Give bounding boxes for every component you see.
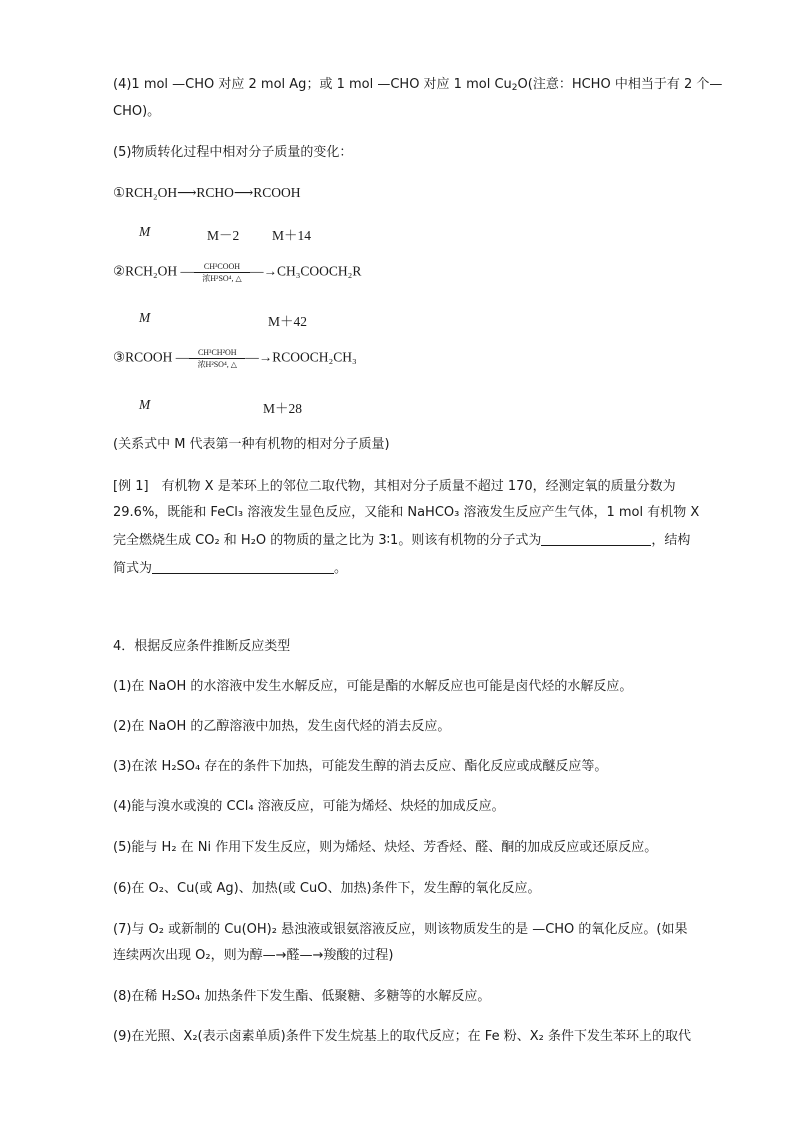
reaction-1: ①RCH₂OH⟶RCHO⟶RCOOH	[113, 185, 301, 200]
p5-heading: (5)物质转化过程中相对分子质量的变化：	[113, 145, 353, 160]
reaction-2-cond-top: CH³COOH	[203, 262, 241, 271]
reaction-2	[113, 262, 361, 283]
molecular-formula-blank[interactable]	[541, 531, 651, 546]
reaction-3-cond-top: CH³CH²OH	[197, 348, 237, 357]
section4-item7-line2: 连续两次出现 O₂，则为醇—→醛—→羧酸的过程)	[113, 948, 394, 963]
section4-item8: (8)在稀 H₂SO₄ 加热条件下发生酯、低聚糖、多糖等的水解反应。	[113, 989, 491, 1004]
section4-item7-line1: (7)与 O₂ 或新制的 Cu(OH)₂ 悬浊液或银氨溶液反应，则该物质发生的是 —CHO 的氧化反应。(如果	[113, 922, 688, 937]
reaction-3-start: ③RCOOH —	[113, 349, 190, 365]
reaction-3-end: —→RCOOCH₂CH₃	[245, 349, 357, 365]
section4-item5: (5)能与 H₂ 在 Ni 作用下发生反应，则为烯烃、炔烃、芳香烃、醛、酮的加成反应或还原反应。	[113, 840, 658, 855]
p5-note: (关系式中 M 代表第一种有机物的相对分子质量)	[113, 437, 390, 452]
section4-item6: (6)在 O₂、Cu(或 Ag)、加热(或 CuO、加热)条件下，发生醇的氧化反应。	[113, 881, 541, 896]
reaction-3-cond-bot: 浓H²SO⁴, △	[197, 360, 237, 369]
reaction-3-condition	[189, 348, 245, 369]
mass-r2-m1: M	[139, 310, 151, 325]
mass-r3-m1: M	[139, 397, 151, 412]
reaction-3	[113, 348, 357, 369]
reaction-2-condition	[194, 262, 250, 283]
p4-line2: CHO)。	[113, 104, 161, 119]
mass-r1-m2: M－2	[207, 228, 240, 243]
reaction-2-cond-bot: 浓H²SO⁴, △	[202, 274, 242, 283]
example-line2: 29.6%，既能和 FeCl₃ 溶液发生显色反应，又能和 NaHCO₃ 溶液发生反应产生气体，1 mol 有机物 X	[113, 505, 700, 520]
mass-r1-m3: M＋14	[272, 228, 312, 243]
section4-heading: 4．根据反应条件推断反应类型	[113, 639, 291, 654]
structural-formula-blank[interactable]	[152, 559, 334, 574]
section4-item2: (2)在 NaOH 的乙醇溶液中加热，发生卤代烃的消去反应。	[113, 719, 451, 734]
section4-item4: (4)能与溴水或溴的 CCl₄ 溶液反应，可能为烯烃、炔烃的加成反应。	[113, 799, 505, 814]
mass-r3-m2: M＋28	[263, 401, 303, 416]
reaction-2-start: ②RCH₂OH —	[113, 263, 194, 279]
section4-item9: (9)在光照、X₂(表示卤素单质)条件下发生烷基上的取代反应；在 Fe 粉、X₂ 条件下发生苯环上的取代	[113, 1029, 691, 1044]
mass-r1-m1: M	[139, 224, 151, 239]
example-line3: 完全燃烧生成 CO₂ 和 H₂O 的物质的量之比为 3∶1。则该有机物的分子式为 ，结构	[113, 533, 691, 548]
example-line1: [例 1] 有机物 X 是苯环上的邻位二取代物，其相对分子质量不超过 170，经测定氧的质量分数为	[113, 479, 676, 494]
mass-r2-m2: M＋42	[268, 314, 308, 329]
example-line4: 简式为 。	[113, 561, 348, 576]
section4-item1: (1)在 NaOH 的水溶液中发生水解反应，可能是酯的水解反应也可能是卤代烃的水解反应。	[113, 679, 633, 694]
section4-item3: (3)在浓 H₂SO₄ 存在的条件下加热，可能发生醇的消去反应、酯化反应或成醚反应等。	[113, 759, 608, 774]
reaction-2-end: —→CH₃COOCH₂R	[249, 263, 362, 279]
p4-line1: (4)1 mol —CHO 对应 2 mol Ag；或 1 mol —CHO 对应 1 mol $Cu_2O$(注意：HCHO 中相当于有 2 个—	[113, 77, 723, 93]
